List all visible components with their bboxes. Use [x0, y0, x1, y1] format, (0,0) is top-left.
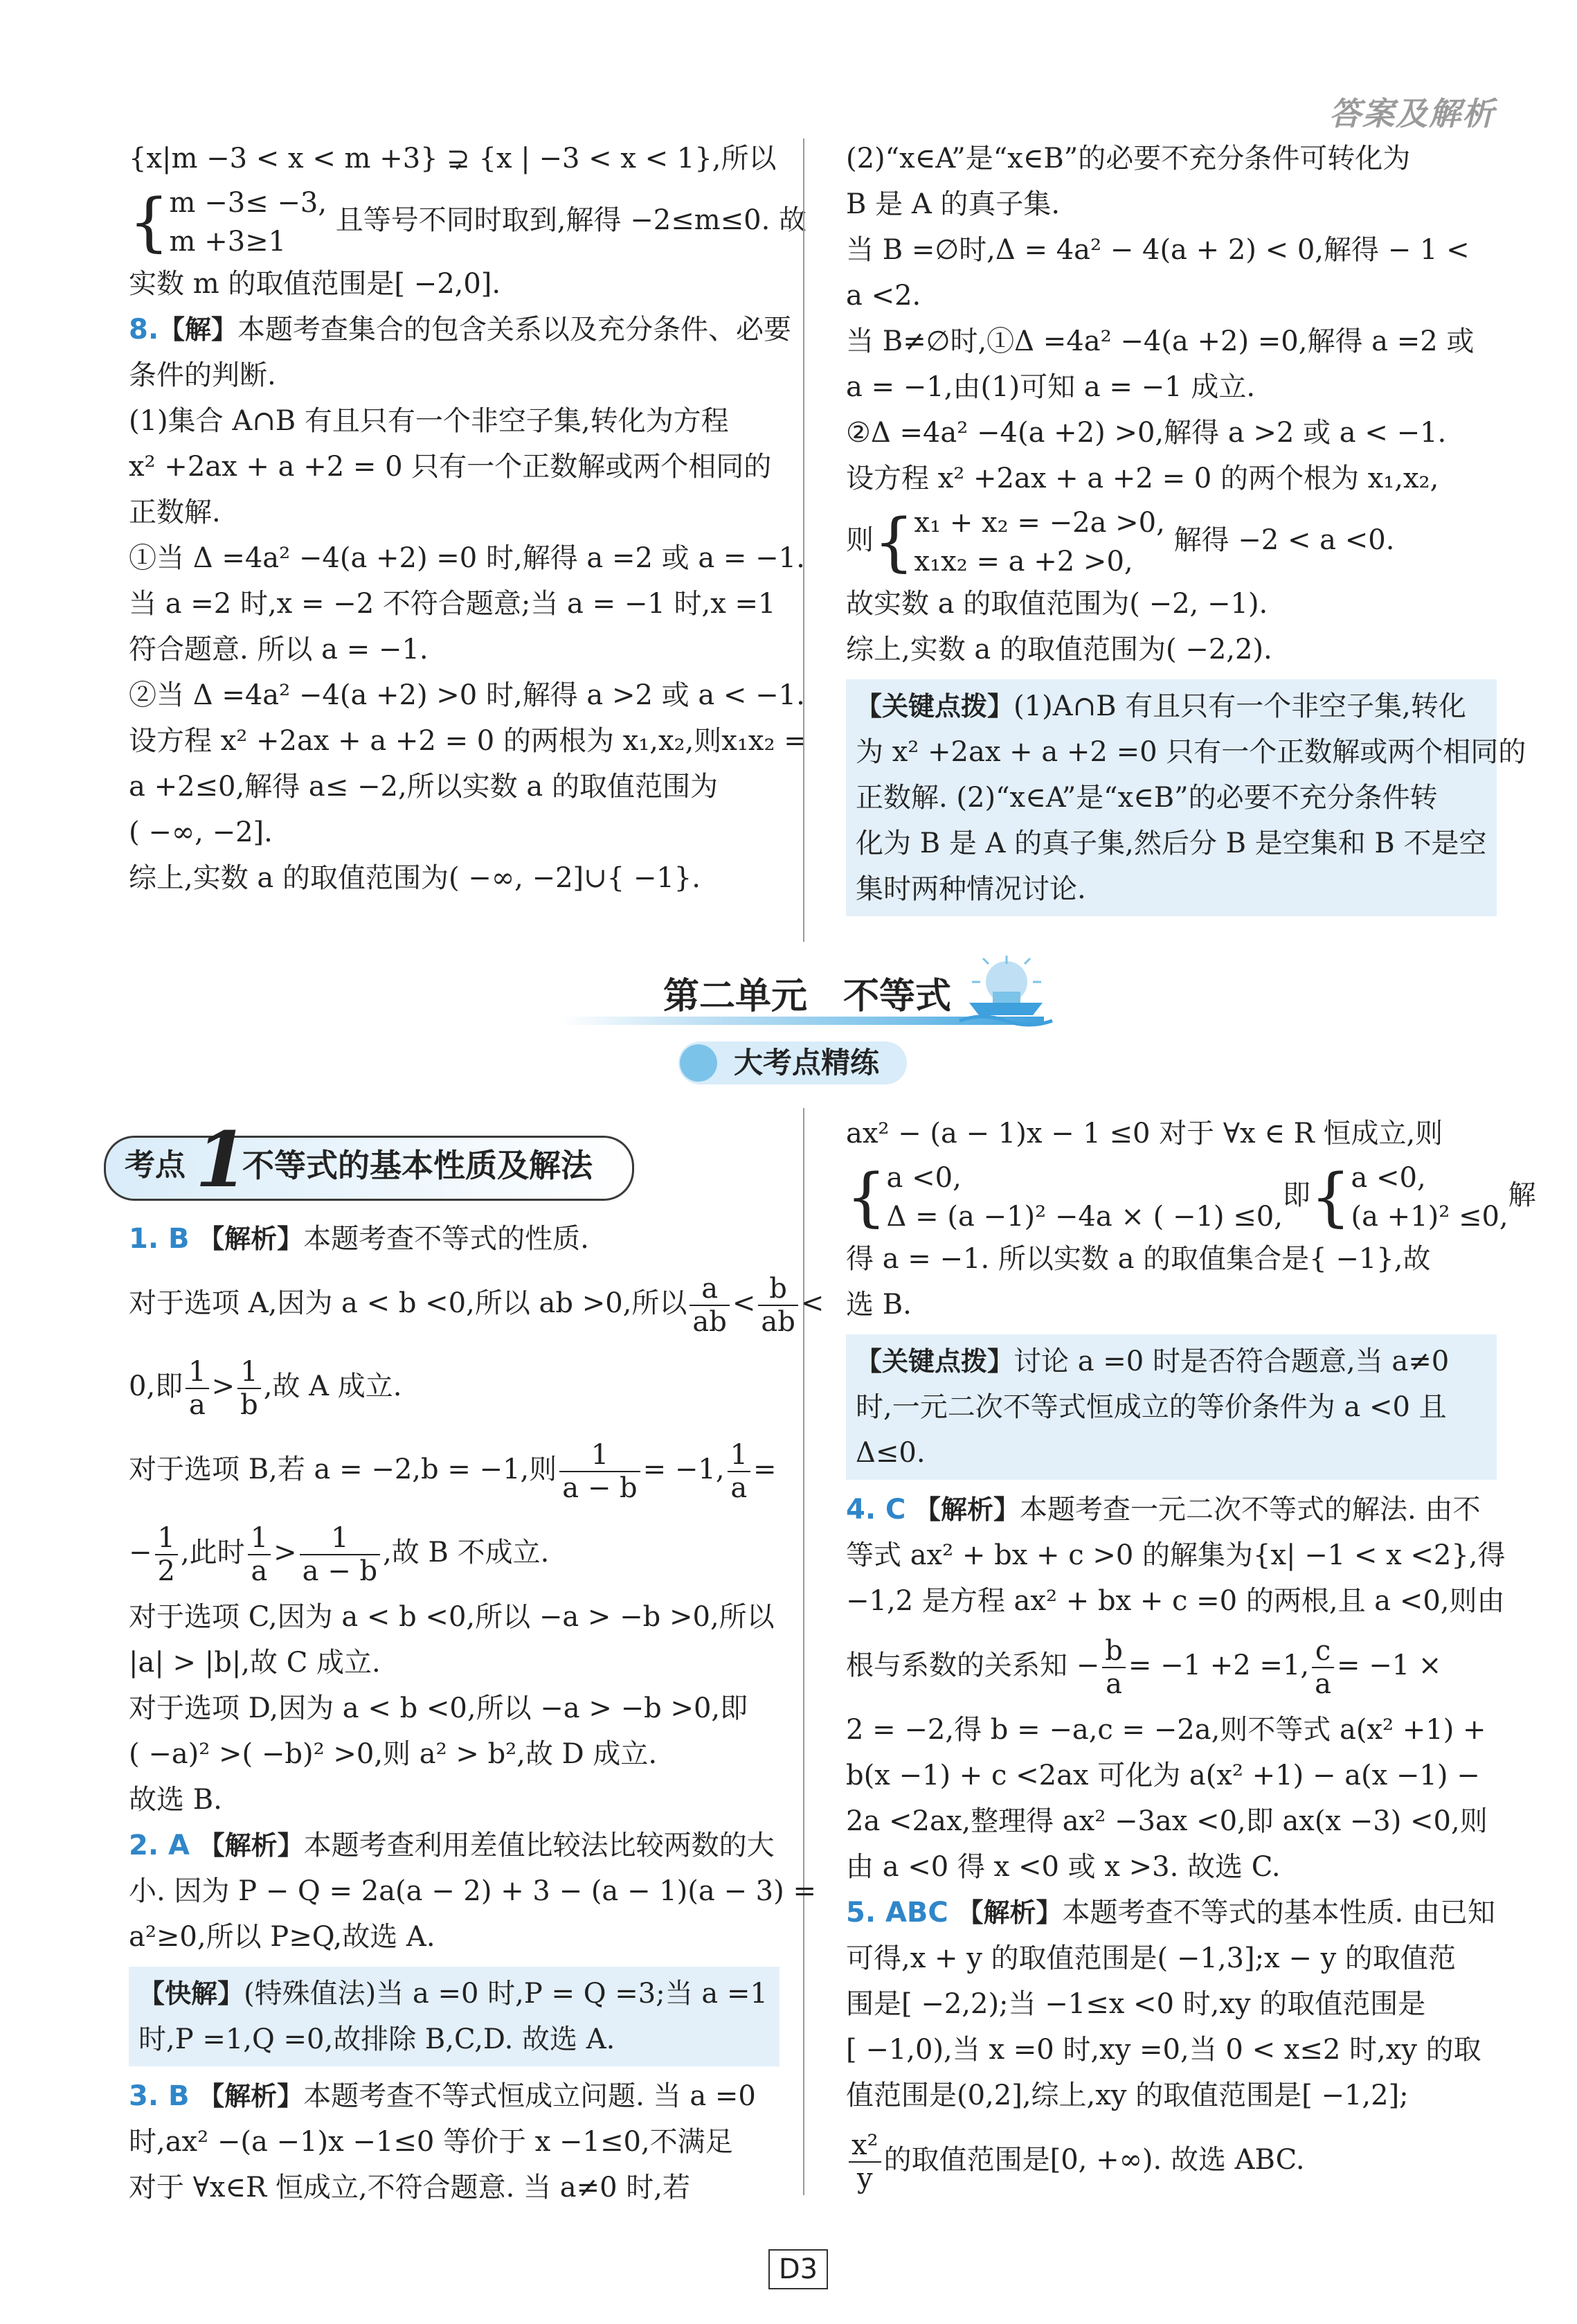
text-segment: = −1, [642, 1454, 725, 1485]
system-rows [1351, 1159, 1508, 1236]
fraction-line [129, 1262, 824, 1345]
solution-tag: 【解析】 [198, 2081, 304, 2111]
text-line: 化为 B 是 A 的真子集,然后分 B 是空集和 B 不是空 [856, 828, 1487, 859]
text-line: ( −∞, −2]. [129, 816, 273, 848]
denominator: ab [761, 1306, 795, 1338]
fraction [849, 2129, 881, 2195]
text-line: a = −1,由(1)可知 a = −1 成立. [846, 371, 1256, 403]
denominator: a − b [302, 1555, 378, 1587]
brace: { [874, 505, 914, 579]
text-line: 讨论 a =0 时是否符合题意,当 a≠0 [1013, 1346, 1450, 1377]
numerator: 1 [248, 1522, 271, 1555]
numerator: 1 [237, 1356, 261, 1389]
text-line: (特殊值法)当 a =0 时,P = Q =3;当 a =1 [244, 1978, 768, 2010]
text-line: 符合题意. 所以 a = −1. [129, 634, 429, 665]
text-line: 本题考查不等式的性质. [303, 1223, 589, 1255]
numerator: a [690, 1273, 729, 1306]
text-line: −1,2 是方程 ax² + bx + c =0 的两根,且 a <0,则由 [846, 1585, 1505, 1617]
quick-solution-box [129, 1967, 780, 2066]
text-line: 本题考查不等式恒成立问题. 当 a =0 [303, 2080, 756, 2112]
text-line: 由 a <0 得 x <0 或 x >3. 故选 C. [846, 1851, 1281, 1883]
solution-tag: 【解析】 [914, 1494, 1020, 1525]
medal-icon [680, 1044, 717, 1082]
equation-system [129, 181, 807, 261]
system-row: x₁ + x₂ = −2a >0, [914, 507, 1165, 539]
text-segment: = [753, 1454, 777, 1485]
text-line: 设方程 x² +2ax + a +2 = 0 的两个根为 x₁,x₂, [846, 463, 1439, 494]
brace: { [129, 185, 170, 259]
equation-system [846, 1156, 1536, 1236]
fraction [186, 1356, 208, 1421]
fraction [728, 1439, 750, 1504]
system-row: (a +1)² ≤0, [1351, 1201, 1508, 1233]
text-line: ax² − (a − 1)x − 1 ≤0 对于 ∀x ∈ R 恒成立,则 [846, 1118, 1443, 1150]
system-tail: 解 [1508, 1179, 1536, 1211]
fraction-line [129, 1345, 780, 1428]
numerator: c [1312, 1635, 1334, 1668]
text-segment: < [732, 1287, 756, 1319]
text-line: 故实数 a 的取值范围为( −2, −1). [846, 588, 1268, 620]
text-line: 对于 ∀x∈R 恒成立,不符合题意. 当 a≠0 时,若 [129, 2172, 690, 2204]
denominator: a [730, 1472, 748, 1504]
text-line: 时,ax² −(a −1)x −1≤0 等价于 x −1≤0,不满足 [129, 2126, 733, 2158]
fraction [1312, 1635, 1334, 1700]
text-line: 围是[ −2,2);当 −1≤x <0 时,xy 的取值范围是 [846, 1988, 1426, 2020]
fraction-line [129, 1428, 780, 1511]
solution-tag: 【解析】 [198, 1830, 304, 1861]
denominator: a [188, 1389, 206, 1421]
denominator: 2 [157, 1555, 175, 1587]
question-8-header [129, 307, 792, 352]
question-1-header [129, 1216, 780, 1262]
text-segment: 对于选项 B,若 a = −2,b = −1,则 [129, 1454, 557, 1485]
text-line: a +2≤0,解得 a≤ −2,所以实数 a 的取值范围为 [129, 771, 718, 803]
text-line: 对于选项 C,因为 a < b <0,所以 −a > −b >0,所以 [129, 1601, 775, 1633]
numerator: 1 [155, 1522, 178, 1555]
denominator: ab [692, 1306, 727, 1338]
text-line: Δ≤0. [856, 1437, 926, 1469]
system-prefix: 则 [846, 524, 874, 556]
unit-title: 第二单元 不等式 [663, 976, 951, 1017]
question-number: 4. C [846, 1494, 906, 1526]
text-line: 选 B. [846, 1289, 912, 1321]
fraction [155, 1522, 178, 1587]
text-segment: 根与系数的关系知 − [846, 1650, 1100, 1681]
numerator: b [1102, 1635, 1126, 1668]
text-line: 本题考查一元二次不等式的解法. 由不 [1020, 1494, 1481, 1526]
text-line: 2a <2ax,整理得 ax² −3ax <0,即 ax(x −3) <0,则 [846, 1805, 1488, 1837]
fraction [300, 1522, 380, 1587]
text-line: 综上,实数 a 的取值范围为( −2,2). [846, 634, 1272, 665]
topic-number: 1 [195, 1115, 249, 1204]
text-segment: > [273, 1537, 297, 1568]
column-divider [803, 1108, 804, 2195]
question-3-header [129, 2073, 780, 2119]
question-4-header [846, 1487, 1497, 1532]
system-row: a <0, [1351, 1162, 1426, 1194]
numerator: 1 [559, 1439, 640, 1472]
text-line: 对于选项 D,因为 a < b <0,所以 −a > −b >0,即 [129, 1692, 748, 1724]
text-line: 等式 ax² + bx + c >0 的解集为{x| −1 < x <2},得 [846, 1539, 1506, 1571]
question-number: 1. B [129, 1223, 190, 1255]
text-line: 当 B≠∅时,①Δ =4a² −4(a +2) =0,解得 a =2 或 [846, 325, 1475, 357]
denominator: a [251, 1555, 268, 1587]
text-segment: ,故 B 不成立. [383, 1537, 550, 1568]
text-segment: − [129, 1537, 152, 1568]
fraction-line [129, 1511, 780, 1594]
text-line: 时,一元二次不等式恒成立的等价条件为 a <0 且 [856, 1391, 1447, 1423]
system-rows [914, 503, 1165, 581]
text-line [856, 683, 1487, 729]
text-line: x² +2ax + a +2 = 0 只有一个正数解或两个相同的 [129, 451, 772, 483]
key-point-box [846, 679, 1526, 916]
text-line: (1)A∩B 有且只有一个非空子集,转化 [1013, 690, 1466, 722]
text-line: 集时两种情况讨论. [856, 873, 1086, 905]
denominator: a − b [562, 1472, 638, 1504]
fraction-line [846, 2118, 1497, 2201]
topic-label: 考点 [125, 1147, 186, 1183]
brace: { [846, 1160, 887, 1234]
solution-tag: 【解析】 [198, 1224, 304, 1254]
fraction [248, 1522, 271, 1587]
numerator: 1 [186, 1356, 208, 1389]
column-divider [803, 138, 804, 942]
system-rows [170, 184, 327, 261]
text-segment: = −1 +2 =1, [1128, 1650, 1310, 1681]
text-line: B 是 A 的真子集. [846, 188, 1061, 220]
denominator: b [240, 1389, 258, 1421]
numerator: b [758, 1273, 797, 1306]
text-segment: 对于选项 A,因为 a < b <0,所以 ab >0,所以 [129, 1287, 687, 1319]
system-row: m −3≤ −3, [169, 187, 327, 219]
text-line: 为 x² +2ax + a +2 =0 只有一个正数解或两个相同的 [856, 736, 1526, 768]
text-line: 综上,实数 a 的取值范围为( −∞, −2]∪{ −1}. [129, 862, 701, 894]
text-line [138, 1971, 770, 2017]
text-line: 本题考查利用差值比较法比较两数的大 [303, 1830, 775, 1861]
top-right-column [846, 136, 1526, 923]
key-point-tag: 【关键点拨】 [856, 1346, 1014, 1377]
text-line: [ −1,0),当 x =0 时,xy =0,当 0 < x≤2 时,xy 的取 [846, 2034, 1481, 2066]
denominator: y [856, 2163, 873, 2195]
fraction [237, 1356, 261, 1421]
numerator: 1 [300, 1522, 380, 1555]
key-point-box [846, 1334, 1497, 1480]
text-segment: ,此时 [180, 1537, 245, 1568]
denominator: a [1315, 1668, 1331, 1700]
text-line: 本题考查不等式的基本性质. 由已知 [1062, 1897, 1495, 1929]
text-line: 值范围是(0,2],综上,xy 的取值范围是[ −1,2]; [846, 2080, 1409, 2111]
text-line: 时,P =1,Q =0,故排除 B,C,D. 故选 A. [138, 2023, 615, 2055]
text-line: 得 a = −1. 所以实数 a 的取值集合是{ −1},故 [846, 1243, 1431, 1275]
quick-solution-tag: 【快解】 [138, 1978, 244, 2009]
bottom-right-column [846, 1111, 1536, 2201]
header-label: 答案及解析 [1329, 95, 1495, 132]
subsection-title: 大考点精练 [678, 1042, 907, 1084]
question-number: 5. ABC [846, 1897, 948, 1929]
fraction [559, 1439, 640, 1504]
question-2-header [129, 1823, 780, 1868]
numerator: x² [849, 2129, 881, 2163]
text-line: 当 a =2 时,x = −2 不符合题意;当 a = −1 时,x =1 [129, 588, 776, 620]
text-segment: 的取值范围是[0, +∞). 故选 ABC. [883, 2144, 1305, 2176]
text-line: 2 = −2,得 b = −a,c = −2a,则不等式 a(x² +1) + [846, 1714, 1486, 1746]
text-line: 设方程 x² +2ax + a +2 = 0 的两根为 x₁,x₂,则x₁x₂ = [129, 725, 807, 757]
text-line: (2)“x∈A”是“x∈B”的必要不充分条件可转化为 [846, 143, 1411, 175]
text-line: 可得,x + y 的取值范围是( −1,3];x − y 的取值范 [846, 1942, 1456, 1974]
top-left-column [129, 136, 807, 901]
text-segment: > [211, 1370, 235, 1402]
text-line: 正数解. (2)“x∈A”是“x∈B”的必要不充分条件转 [856, 782, 1438, 814]
solution-tag: 【解析】 [957, 1897, 1063, 1928]
system-row: x₁x₂ = a +2 >0, [914, 546, 1133, 578]
text-line: ( −a)² >( −b)² >0,则 a² > b²,故 D 成立. [129, 1738, 658, 1770]
text-line: b(x −1) + c <2ax 可化为 a(x² +1) − a(x −1) − [846, 1760, 1480, 1791]
question-number: 2. A [129, 1830, 190, 1861]
text-segment: 0,即 [129, 1370, 183, 1402]
text-line: 当 B =∅时,Δ = 4a² − 4(a + 2) < 0,解得 − 1 < [846, 234, 1470, 266]
question-number: 8. [129, 314, 159, 346]
system-row: Δ = (a −1)² −4a × ( −1) ≤0, [886, 1201, 1283, 1233]
topic-title: 不等式的基本性质及解法 [242, 1147, 593, 1184]
key-point-tag: 【关键点拨】 [856, 691, 1014, 722]
text-line: 实数 m 的取值范围是[ −2,0]. [129, 268, 501, 300]
text-line: |a| > |b|,故 C 成立. [129, 1647, 381, 1679]
text-line: ②当 Δ =4a² −4(a +2) >0 时,解得 a >2 或 a < −1. [129, 679, 805, 711]
text-line: a²≥0,所以 P≥Q,故选 A. [129, 1921, 435, 1953]
text-line: 正数解. [129, 497, 221, 528]
text-line [856, 1339, 1487, 1384]
question-5-header [846, 1890, 1497, 1936]
text-line: 本题考查集合的包含关系以及充分条件、必要 [237, 314, 792, 346]
fraction-line [846, 1624, 1497, 1707]
text-line: a <2. [846, 280, 921, 312]
question-number: 3. B [129, 2080, 190, 2112]
bottom-left-column [129, 1216, 824, 2210]
fraction [690, 1273, 729, 1338]
system-rows [887, 1159, 1283, 1236]
equation-system [846, 501, 1497, 581]
fraction [1102, 1635, 1126, 1700]
text-segment: ,故 A 成立. [263, 1370, 402, 1402]
system-tail: 解得 −2 < a <0. [1173, 524, 1395, 556]
system-tail: 且等号不同时取到,解得 −2≤m≤0. 故 [335, 204, 807, 236]
text-line: (1)集合 A∩B 有且只有一个非空子集,转化为方程 [129, 405, 729, 437]
text-line: 故选 B. [129, 1784, 222, 1816]
text-segment: < [800, 1287, 824, 1319]
text-line: ①当 Δ =4a² −4(a +2) =0 时,解得 a =2 或 a = −1. [129, 542, 805, 574]
denominator: a [1106, 1668, 1122, 1700]
system-row: a <0, [886, 1162, 962, 1194]
ship-icon [955, 954, 1056, 1029]
text-line: 小. 因为 P − Q = 2a(a − 2) + 3 − (a − 1)(a − 3) = [129, 1875, 816, 1907]
system-mid: 即 [1282, 1179, 1310, 1211]
text-line: ②Δ =4a² −4(a +2) >0,解得 a >2 或 a < −1. [846, 417, 1447, 449]
system-row: m +3≥1 [169, 226, 287, 258]
solution-tag: 【解】 [159, 314, 238, 345]
text-line: {x|m −3 < x < m +3} ⊋ {x | −3 < x < 1},所以 [129, 143, 777, 175]
numerator: 1 [728, 1439, 750, 1472]
fraction [758, 1273, 797, 1338]
text-line: 条件的判断. [129, 359, 276, 391]
page-number: D3 [768, 2249, 828, 2289]
text-segment: = −1 × [1336, 1650, 1442, 1681]
brace: { [1310, 1160, 1351, 1234]
